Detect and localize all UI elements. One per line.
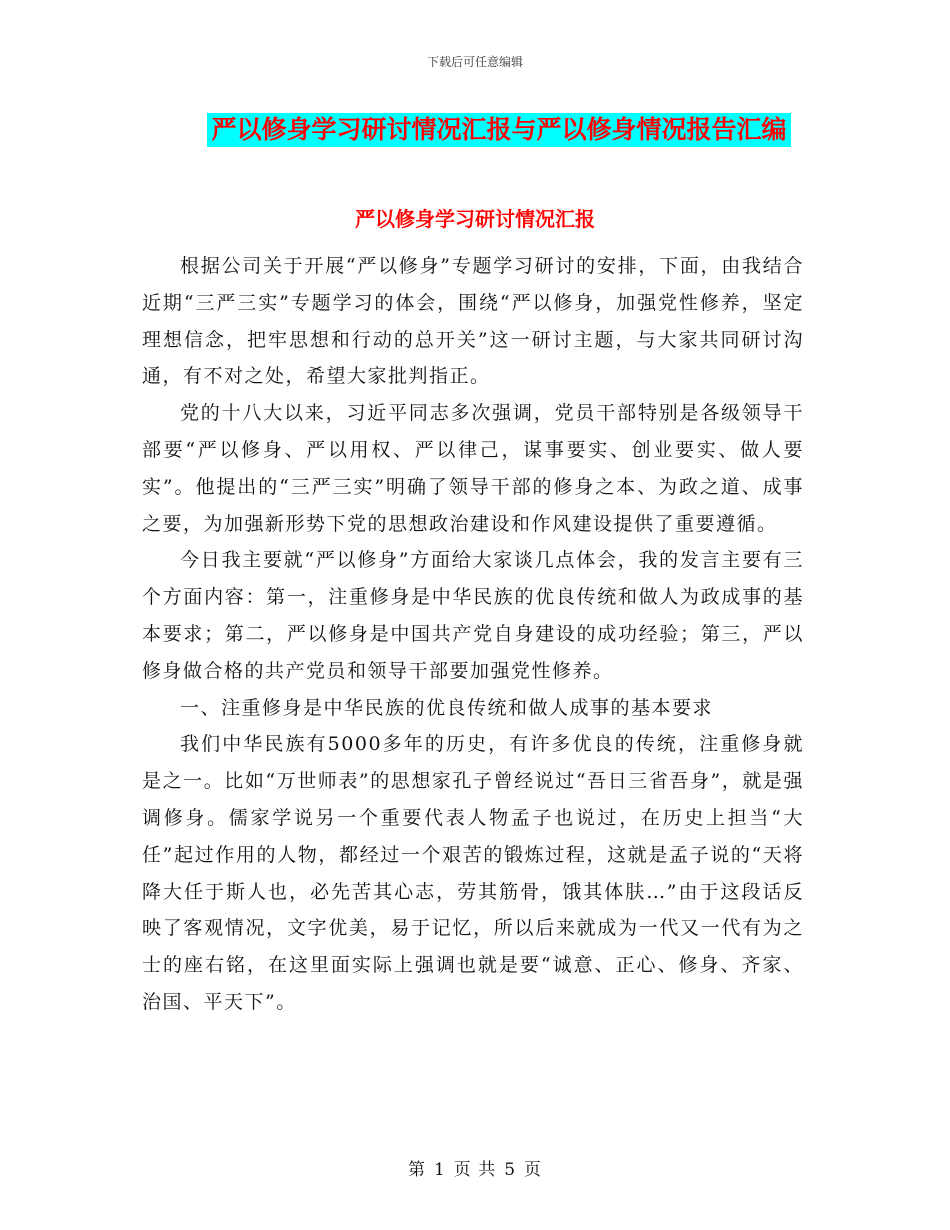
paragraph: 党的十八大以来，习近平同志多次强调，党员干部特别是各级领导干部要“严以修身、严以用权、严以律己，谋事要实、创业要实、做人要实”。他提出的“三严三实”明确了领导干部的修身之本、为政之道、成事之要，为加强新形势下党的思想政治建设和作风建设提供了重要遵循。 bbox=[142, 402, 804, 535]
paragraph: 今日我主要就“严以修身”方面给大家谈几点体会，我的发言主要有三个方面内容：第一，注重修身是中华民族的优良传统和做人为政成事的基本要求；第二，严以修身是中国共产党自身建设的成功经验；第三，严以修身做合格的共产党员和领导干部要加强党性修养。 bbox=[142, 549, 804, 682]
current-page-number: 1 bbox=[433, 1160, 446, 1180]
page-footer bbox=[0, 1155, 950, 1180]
section-title: 严以修身学习研讨情况汇报 bbox=[355, 207, 595, 231]
footer-word-pages: 页 bbox=[524, 1160, 543, 1180]
footer-word-of: 页 共 bbox=[453, 1160, 497, 1180]
paragraph: 根据公司关于开展“严以修身”专题学习研讨的安排，下面，由我结合近期“三严三实”专题学习的体会，围绕“严以修身，加强党性修养，坚定理想信念，把牢思想和行动的总开关”这一研讨主题，与大家共同研讨沟通，有不对之处，希望大家批判指正。 bbox=[142, 255, 804, 388]
main-title-container bbox=[0, 113, 950, 147]
section-heading: 一、注重修身是中华民族的优良传统和做人成事的基本要求 bbox=[180, 696, 714, 719]
main-title: 严以修身学习研讨情况汇报与严以修身情况报告汇编 bbox=[207, 113, 790, 147]
total-pages-number: 5 bbox=[504, 1160, 517, 1180]
paragraph: 我们中华民族有5000多年的历史，有许多优良的传统，注重修身就是之一。比如“万世师表”的思想家孔子曾经说过“吾日三省吾身”，就是强调修身。儒家学说另一个重要代表人物孟子也说过，在历史上担当“大任”起过作用的人物，都经过一个艰苦的锻炼过程，这就是孟子说的“天将降大任于斯人也，必先苦其心志，劳其筋骨，饿其体肤…”由于这段话反映了客观情况，文字优美，易于记忆，所以后来就成为一代又一代有为之士的座右铭，在这里面实际上强调也就是要“诚意、正心、修身、齐家、治国、平天下”。 bbox=[142, 733, 804, 1013]
header-note: 下载后可任意编辑 bbox=[426, 55, 523, 69]
document-body bbox=[142, 248, 804, 1021]
footer-word-page: 第 bbox=[407, 1160, 426, 1180]
